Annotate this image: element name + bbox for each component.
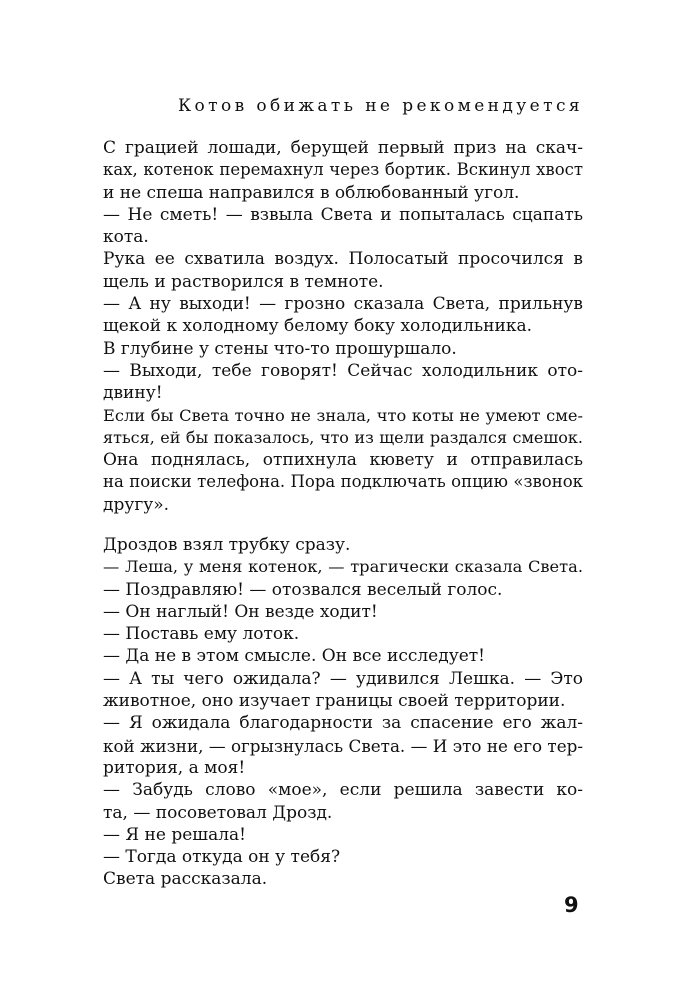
page-number: 9 — [564, 893, 579, 917]
text-line: — Забудь слово «мое», если решила завести ко- — [103, 780, 583, 801]
text-line: Дроздов взял трубку сразу. — [103, 535, 351, 555]
text-line: — А ты чего ожидала? — удивился Лешка. — Это — [103, 668, 583, 689]
text-line: кой жизни, — огрызнулась Света. — И это не его тер- — [103, 735, 583, 756]
text-line: Света рассказала. — [103, 869, 268, 890]
text-line: Если бы Света точно не знала, что коты не умеют сме- — [103, 405, 583, 425]
text-line: — Да не в этом смысле. Он все исследует! — [103, 646, 486, 667]
text-line: и не спеша направился в облюбованный угол. — [103, 182, 520, 203]
text-line: ритория, а моя! — [103, 757, 246, 778]
text-line: — А ну выходи! — грозно сказала Света, прильнув — [103, 294, 583, 315]
text-line: — Не сметь! — взвыла Света и попыталась сцапать — [103, 204, 583, 225]
text-line: другу». — [103, 494, 170, 515]
text-line: Рука ее схватила воздух. Полосатый просочился в — [103, 249, 583, 270]
text-line: — Выходи, тебе говорят! Сейчас холодильник ото- — [103, 360, 583, 381]
text-line: яться, ей бы показалось, что из щели раздался смешок. — [103, 427, 583, 447]
text-line: — Тогда откуда он у тебя? — [103, 847, 341, 868]
text-line: та, — посоветовал Дрозд. — [103, 802, 333, 823]
text-line: Она поднялась, отпихнула кювету и отправилась — [103, 450, 583, 471]
text-line: щель и растворился в темноте. — [103, 271, 384, 292]
text-section-1 — [103, 137, 583, 516]
text-line: В глубине у стены что-то прошуршало. — [103, 338, 457, 359]
text-section-2 — [103, 534, 583, 891]
text-line: животное, оно изучает границы своей территории. — [103, 691, 566, 712]
text-line: С грацией лошади, берущей первый приз на скач- — [103, 138, 583, 158]
text-line: двину! — [103, 383, 163, 404]
text-line: на поиски телефона. Пора подключать опцию «звонок — [103, 472, 583, 492]
text-line: — Он наглый! Он везде ходит! — [103, 601, 378, 622]
text-line: — Поздравляю! — отозвался веселый голос. — [103, 579, 503, 600]
text-line: — Поставь ему лоток. — [103, 624, 300, 645]
text-line: — Я ожидала благодарности за спасение его жал- — [103, 713, 583, 734]
running-head: Котов обижать не рекомендуется — [177, 96, 583, 116]
text-line: — Я не решала! — [103, 824, 246, 845]
text-line: — Леша, у меня котенок, — трагически сказала Света. — [103, 557, 583, 577]
text-line: щекой к холодному белому боку холодильника. — [103, 316, 533, 337]
text-line: ках, котенок перемахнул через бортик. Вскинул хвост — [103, 160, 583, 180]
text-line: кота. — [103, 227, 149, 248]
